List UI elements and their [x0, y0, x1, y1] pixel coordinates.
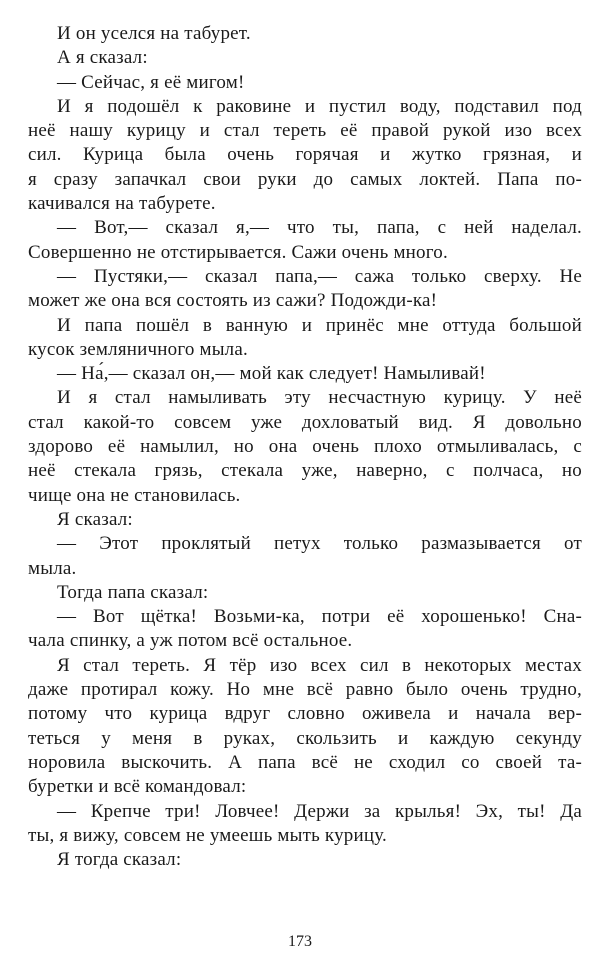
- text-line: — Вот щётка! Возьми-ка, потри её хорошенько! Сна-: [57, 606, 582, 628]
- text-line: качивался на табурете.: [28, 193, 216, 215]
- text-line: Тогда папа сказал:: [57, 581, 209, 603]
- text-line: чала спинку, а уж потом всё остальное.: [28, 630, 353, 652]
- text-line: И я подошёл к раковине и пустил воду, подставил под: [57, 95, 582, 117]
- text-line: норовила выскочить. А папа всё не сходил со своей та-: [28, 751, 582, 773]
- text-line: Я стал тереть. Я тёр изо всех сил в некоторых местах: [57, 654, 582, 676]
- page-number: 173: [288, 933, 312, 950]
- text-line: я сразу запачкал свои руки до самых локтей. Папа по-: [28, 168, 582, 190]
- text-line: здорово её намылил, но она очень плохо отмыливалась, с: [28, 436, 582, 458]
- text-line: буретки и всё командовал:: [28, 776, 247, 798]
- text-line: Я сказал:: [57, 508, 133, 530]
- text-line: — Этот проклятый петух только размазывается от: [57, 533, 582, 555]
- text-line: Я тогда сказал:: [57, 849, 182, 871]
- text-line: кусок земляничного мыла.: [28, 338, 248, 360]
- text-line: может же она вся состоять из сажи? Подожди-ка!: [28, 290, 438, 312]
- text-line: И он уселся на табурет.: [57, 23, 251, 44]
- text-line: сил. Курица была очень горячая и жутко грязная, и: [28, 144, 582, 166]
- text-line: неё стекала грязь, стекала уже, наверно, с полчаса, но: [28, 460, 582, 482]
- book-page-body: [28, 22, 582, 872]
- text-line: — Крепче три! Ловчее! Держи за крылья! Эх, ты! Да: [57, 800, 582, 822]
- text-line: теться у меня в руках, скользить и каждую секунду: [28, 727, 582, 749]
- text-line: потому что курица вдруг словно оживела и начала вер-: [28, 703, 582, 725]
- text-line: И я стал намыливать эту несчастную курицу. У неё: [57, 387, 582, 409]
- text-line: даже протирал кожу. Но мне всё равно было очень трудно,: [28, 679, 582, 701]
- text-line: А я сказал:: [57, 47, 148, 69]
- text-line: чище она не становилась.: [28, 484, 241, 506]
- text-line: — Пустяки,— сказал папа,— сажа только сверху. Не: [57, 265, 582, 287]
- text-line: — На́,— сказал он,— мой как следует! Намыливай!: [57, 363, 486, 385]
- text-line: мыла.: [28, 557, 77, 579]
- text-line: ты, я вижу, совсем не умеешь мыть курицу.: [28, 824, 387, 846]
- text-line: Совершенно не отстирывается. Сажи очень много.: [28, 241, 448, 263]
- text-line: И папа пошёл в ванную и принёс мне оттуда большой: [57, 314, 582, 336]
- text-line: — Сейчас, я её мигом!: [57, 71, 245, 93]
- text-line: стал какой-то совсем уже дохловатый вид. Я довольно: [28, 411, 582, 433]
- text-line: — Вот,— сказал я,— что ты, папа, с ней наделал.: [57, 217, 582, 239]
- text-line: неё нашу курицу и стал тереть её правой рукой изо всех: [28, 120, 582, 142]
